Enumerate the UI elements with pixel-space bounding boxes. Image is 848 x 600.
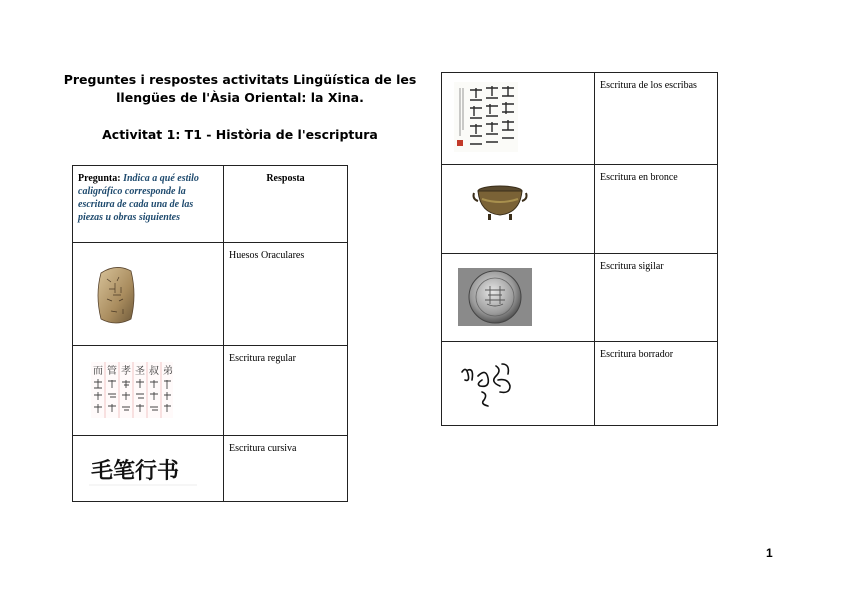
bronze-vessel-image-cell xyxy=(442,165,595,254)
left-table xyxy=(72,165,348,502)
answer-regular-script: Escritura regular xyxy=(224,346,348,436)
answer-oracle-bones: Huesos Oraculares xyxy=(224,243,348,346)
cursive-script-image-cell xyxy=(73,436,224,502)
draft-script-image xyxy=(458,358,522,412)
cursive-glyphs: 毛笔行书 xyxy=(91,459,180,484)
question-text: Indica a qué estilo caligráfico corresponde la escritura de cada una de las piezas u obras siguientes xyxy=(78,173,199,223)
document-title xyxy=(60,71,420,107)
title-line-2: llengües de l'Àsia Oriental: la Xina. xyxy=(116,90,364,105)
answer-scribes-script: Escritura de los escribas xyxy=(595,73,718,165)
question-label: Pregunta: xyxy=(78,173,121,184)
page-number: 1 xyxy=(766,546,773,560)
clerical-script-image xyxy=(454,82,518,152)
oracle-bone-image-cell xyxy=(73,243,224,346)
answer-draft-script: Escritura borrador xyxy=(595,342,718,426)
regular-char-6: 弟 xyxy=(163,366,173,377)
regular-script-image-cell xyxy=(73,346,224,436)
regular-char-4: 圣 xyxy=(135,366,145,377)
right-table xyxy=(441,72,718,426)
regular-char-1: 而 xyxy=(93,366,103,377)
answer-seal-script: Escritura sigilar xyxy=(595,254,718,342)
title-line-1: Preguntes i respostes activitats Lingüística de les xyxy=(63,72,417,87)
regular-script-image xyxy=(91,362,173,418)
regular-char-5: 叔 xyxy=(149,366,159,377)
regular-char-3: 孝 xyxy=(121,366,131,377)
answer-cursive-script: Escritura cursiva xyxy=(224,436,348,502)
seal-script-image xyxy=(458,268,532,326)
draft-script-image-cell xyxy=(442,342,595,426)
bronze-vessel-image xyxy=(472,183,528,223)
activity-subtitle: Activitat 1: T1 - Història de l'escriptura xyxy=(102,127,378,142)
seal-script-image-cell xyxy=(442,254,595,342)
question-cell xyxy=(73,166,224,243)
regular-char-2: 管 xyxy=(107,366,117,377)
answer-bronze-script: Escritura en bronce xyxy=(595,165,718,254)
oracle-bone-image xyxy=(95,265,137,325)
clerical-script-image-cell xyxy=(442,73,595,165)
answer-header: Resposta xyxy=(224,166,348,243)
cursive-script-image xyxy=(89,454,197,488)
